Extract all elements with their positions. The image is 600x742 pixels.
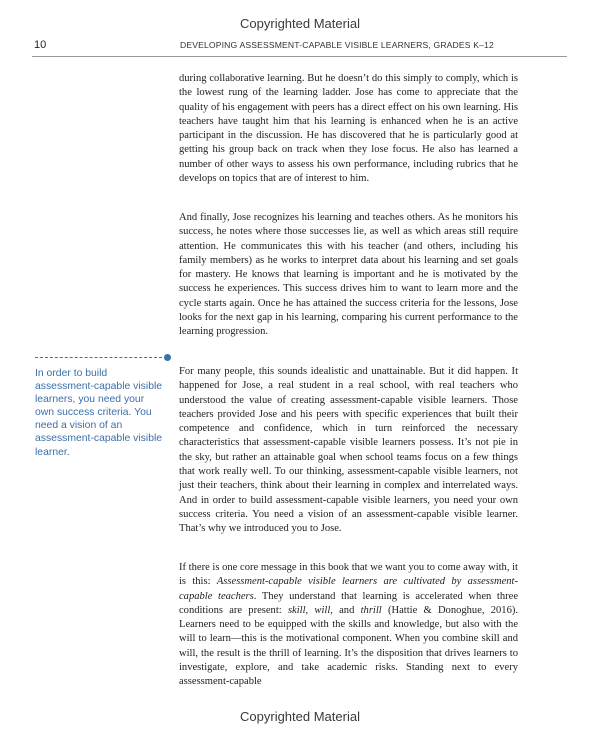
paragraph-4 — [179, 561, 518, 690]
paragraph-4-text-1: If there is one core message in this book that we want you to come away with, it is this: — [179, 562, 518, 588]
paragraph-4-text-3: , — [305, 604, 315, 616]
paragraph-2: And finally, Jose recognizes his learning and teaches others. As he monitors his success, he notes where those successes lie, as well as which areas still require attention. He communicates this with his teacher (and others, including his family members) as he works to interpret data about his learning and set goals for mastery. He knows that learning is important and he is motivated by the success he experiences. This success drives him to want to learn more and the cycle starts again. Once he has attained the success criteria for the lessons, Jose looks for the next gap in his learning, comparing his current performance to the learning progression. — [179, 212, 518, 338]
paragraph-4-text-2: . They understand that learning is accelerated when three conditions are present: — [179, 590, 518, 616]
copyright-watermark-bottom: Copyrighted Material — [240, 709, 360, 724]
skill-emphasis: skill — [287, 604, 306, 616]
thrill-emphasis: thrill — [360, 604, 382, 616]
header-rule — [32, 56, 567, 57]
core-message-emphasis: Assessment-capable visible learners are cultivated by assessment-capable teachers — [179, 576, 519, 602]
running-head: DEVELOPING ASSESSMENT-CAPABLE VISIBLE LEARNERS, GRADES K–12 — [180, 40, 494, 50]
paragraph-1: during collaborative learning. But he doesn’t do this simply to comply, which is the lowest rung of the learning ladder. Jose has come to appreciate that the quality of his engagement with peers has a direct effect on his own learning. His teachers have taught him that his learning is enhanced when he is an active participant in the discussion. He has discovered that he is particularly good at getting his group back on track when they lose focus. He also has learned a number of other ways to assess his own performance, including rubrics that he develops on topics that are of interest to him. — [179, 73, 518, 185]
paragraph-4-text-4: , and — [330, 604, 361, 616]
margin-note-dot-icon — [164, 354, 171, 361]
paragraph-4-text-5: (Hattie & Donoghue, 2016). Learners need to be equipped with the skills and knowledge, but also with the will to learn—this is the motivational component. When you combine skill and will, the result is the thrill of learning. It’s the disposition that drives learners to investigate, explore, and take academic risks. Standing next to every assessment-capable — [179, 604, 519, 688]
copyright-watermark-top: Copyrighted Material — [240, 16, 360, 31]
margin-note-leader-line — [35, 357, 167, 358]
paragraph-3: For many people, this sounds idealistic and unattainable. But it did happen. It happened for Jose, a real student in a real school, with real teachers who understood the value of creating assessment-capable visible learners. Those teachers provided Jose and his peers with specific experiences that built their competence and confidence, which in turn reinforced the necessary characteristics that assessment-capable visible learners possess. It’s not pie in the sky, but rather an attainable goal when school teams focus on a few things that work really well. To our thinking, assessment-capable visible learners, not just their teachers, think about their learning in complex and interrelated ways. And in order to build assessment-capable visible learners, you need your own success criteria. You need a vision of an assessment-capable visible learner. That’s why we introduced you to Jose. — [179, 366, 518, 535]
will-emphasis: will — [314, 604, 331, 616]
margin-note: In order to build assessment-capable visible learners, you need your own success criteria. You need a vision of an assessment-capable visible learner. — [35, 368, 163, 458]
page-number: 10 — [34, 39, 47, 51]
body-text — [179, 72, 518, 690]
